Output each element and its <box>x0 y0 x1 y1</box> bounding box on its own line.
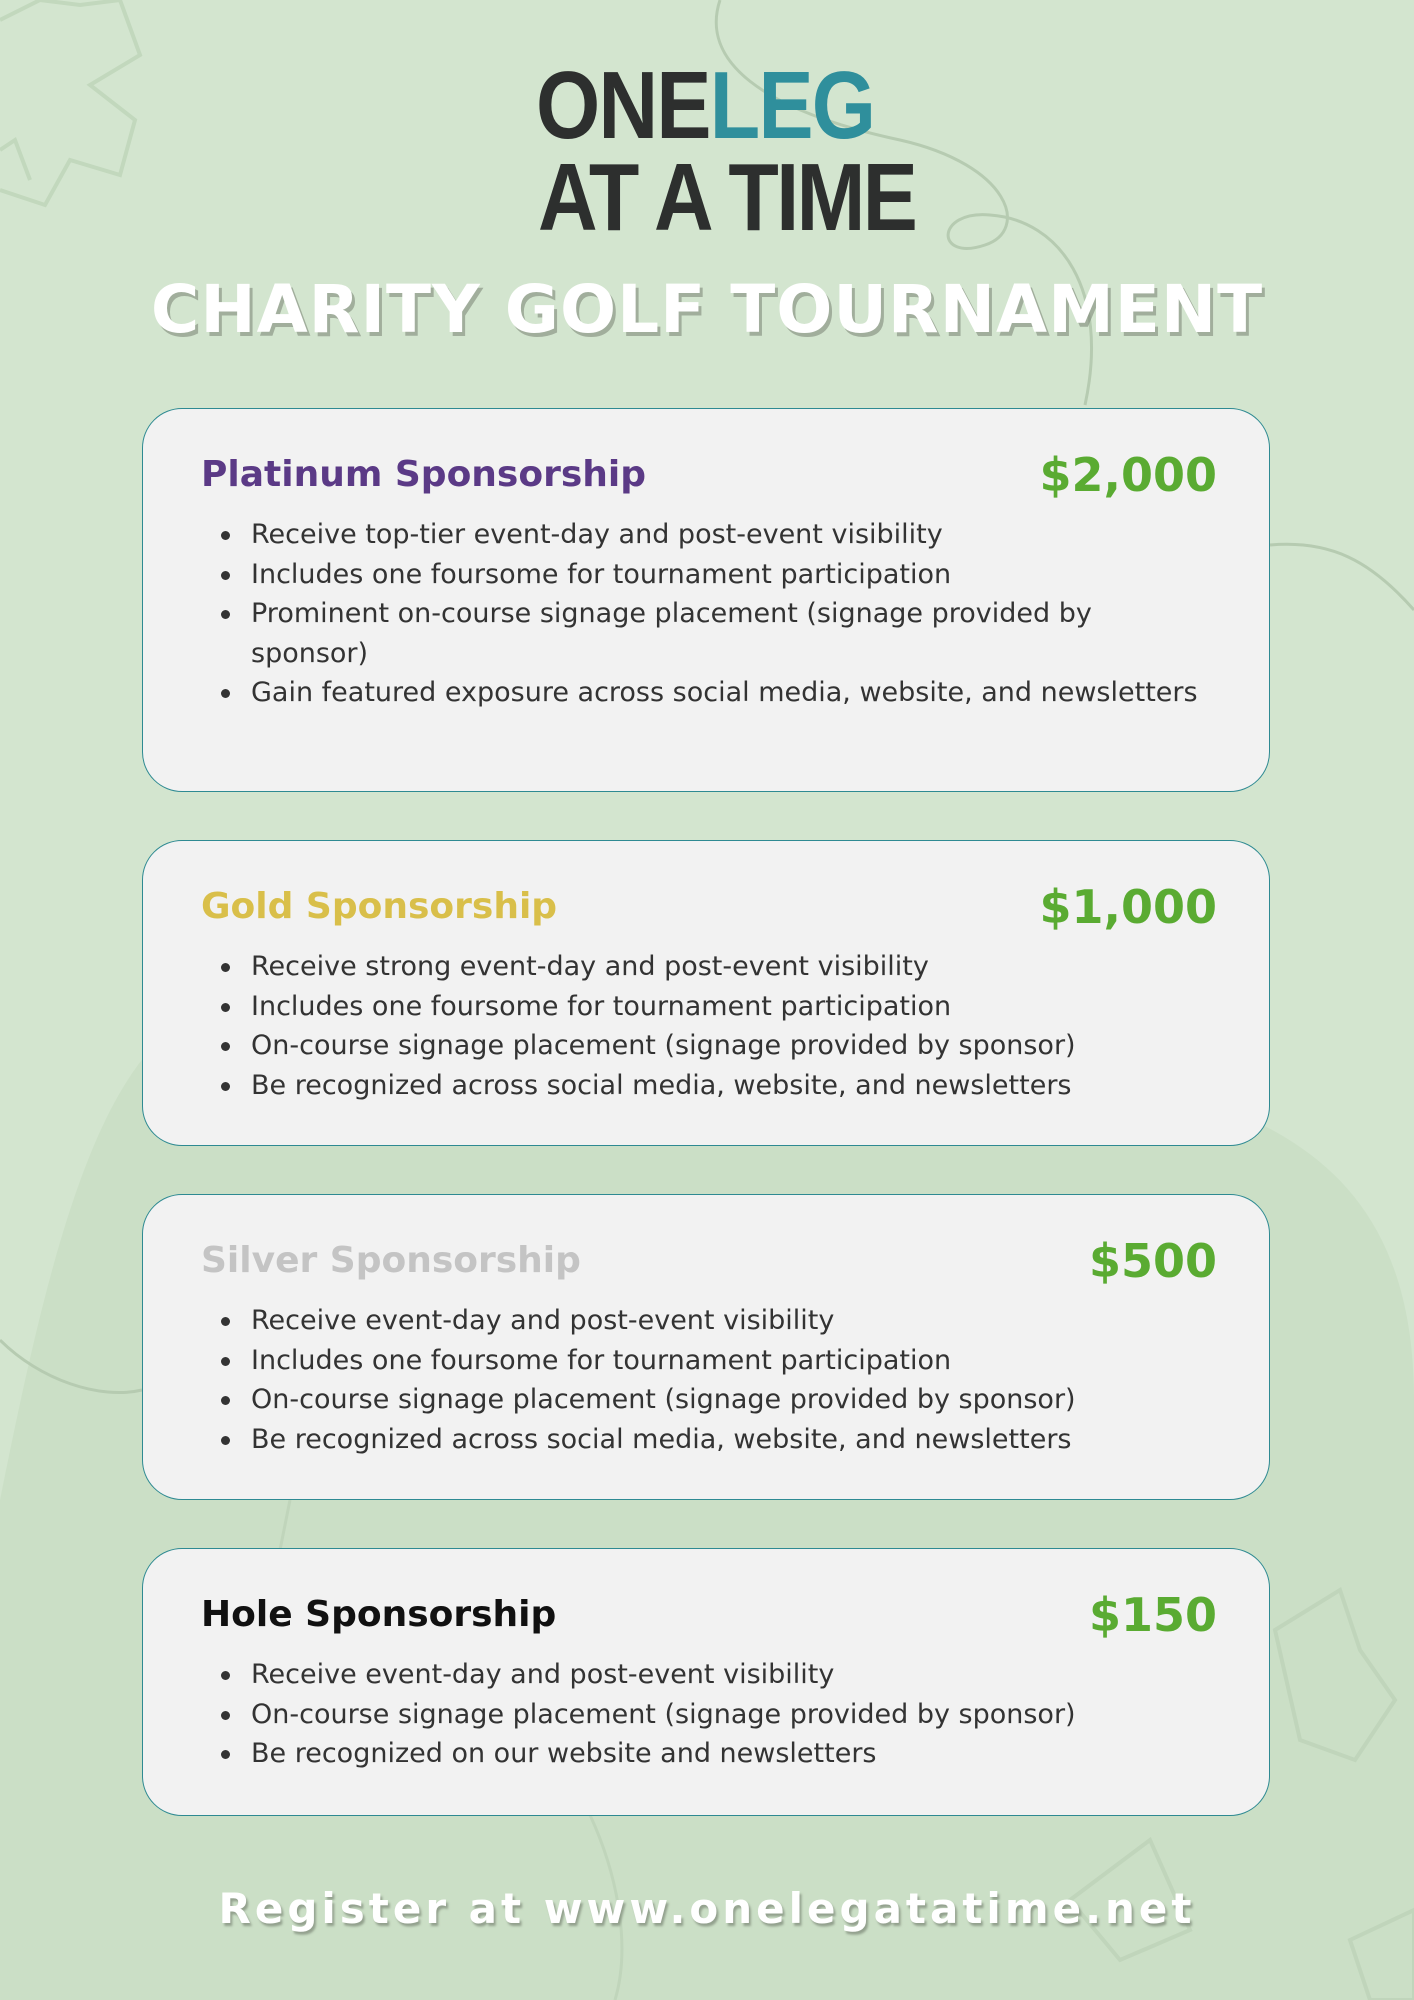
tier-name: Platinum Sponsorship <box>201 454 647 495</box>
sponsorship-card-gold <box>142 840 1270 1146</box>
benefit-item: Be recognized across social media, website, and newsletters <box>251 1420 1209 1460</box>
benefit-item: Receive strong event-day and post-event visibility <box>251 947 1209 987</box>
sponsorship-card-platinum <box>142 408 1270 792</box>
card-header <box>201 447 1217 503</box>
tier-name: Silver Sponsorship <box>201 1240 581 1281</box>
card-header <box>201 1587 1217 1643</box>
benefit-item: On-course signage placement (signage provided by sponsor) <box>251 1695 1209 1735</box>
sponsorship-card-silver <box>142 1194 1270 1500</box>
benefit-item: Receive event-day and post-event visibility <box>251 1655 1209 1695</box>
register-url[interactable]: Register at www.onelegatatime.net <box>218 1884 1196 1933</box>
benefit-list <box>251 1301 1209 1459</box>
benefit-item: Receive top-tier event-day and post-event visibility <box>251 515 1209 555</box>
benefit-item: Includes one foursome for tournament participation <box>251 555 1209 595</box>
benefit-item: On-course signage placement (signage provided by sponsor) <box>251 1026 1209 1066</box>
card-header <box>201 879 1217 935</box>
page-title: CHARITY GOLF TOURNAMENT <box>150 271 1264 348</box>
benefit-list <box>251 947 1209 1105</box>
sponsorship-card-hole <box>142 1548 1270 1816</box>
benefit-item: Be recognized on our website and newsletters <box>251 1734 1209 1774</box>
logo-word-leg: LEG <box>709 52 875 159</box>
benefit-list <box>251 515 1209 713</box>
benefit-item: Includes one foursome for tournament participation <box>251 987 1209 1027</box>
benefit-item: Prominent on-course signage placement (signage provided by sponsor) <box>251 594 1209 673</box>
card-header <box>201 1233 1217 1289</box>
tier-name: Hole Sponsorship <box>201 1594 557 1635</box>
tier-name: Gold Sponsorship <box>201 886 558 927</box>
tier-price: $2,000 <box>1039 448 1217 502</box>
benefit-item: Be recognized across social media, website, and newsletters <box>251 1066 1209 1106</box>
benefit-item: Receive event-day and post-event visibility <box>251 1301 1209 1341</box>
logo-line-1 <box>536 52 875 159</box>
benefit-list <box>251 1655 1209 1774</box>
benefit-item: Includes one foursome for tournament participation <box>251 1341 1209 1381</box>
logo-word-one: ONE <box>536 52 710 159</box>
tier-price: $150 <box>1088 1588 1217 1642</box>
tier-price: $1,000 <box>1039 880 1217 934</box>
benefit-item: On-course signage placement (signage provided by sponsor) <box>251 1380 1209 1420</box>
benefit-item: Gain featured exposure across social media, website, and newsletters <box>251 673 1209 713</box>
logo-line-2: AT A TIME <box>538 144 916 251</box>
tier-price: $500 <box>1088 1234 1217 1288</box>
